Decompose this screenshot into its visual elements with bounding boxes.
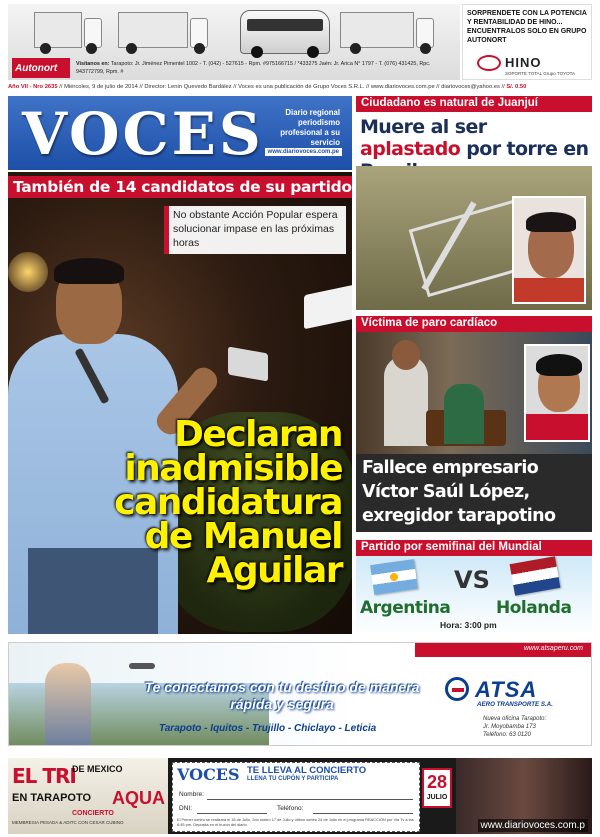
coupon-voces-logo: VOCES [177, 765, 240, 784]
concert-poster: EL TRI DE MEXICO EN TARAPOTO AQUA CONCIERTO MEMBRESIA PESADA & ADITC CON CESAR CUBINO [8, 758, 168, 834]
atsa-routes: Tarapoto - Iquitos - Trujillo - Chiclayo - Leticia [159, 723, 377, 734]
story-3-kicker: Partido por semifinal del Mundial [356, 540, 592, 556]
coupon-subtitle: LLENA TU CUPÓN Y PARTICIPA [247, 776, 339, 782]
main-story-subhead: No obstante Acción Popular espera solucionar impase en las próximas horas [164, 206, 346, 254]
coupon-phone-field[interactable] [313, 813, 413, 814]
atsa-slogan: Te conectamos con tu destino de manera rápida y segura [144, 679, 420, 712]
concert-date-badge: 28 JULIO [422, 768, 452, 808]
airplane-icon [129, 663, 155, 669]
atsa-couple-image [45, 663, 91, 746]
concert-advertisement[interactable] [8, 758, 592, 834]
voces-logo: VOCES [22, 100, 264, 168]
hino-ad-text: SORPRENDETE CON LA POTENCIA Y RENTABILIDAD DE HINO... ENCUENTRALOS SOLO EN GRUPO AUTONORT [467, 10, 587, 44]
story-1-headline[interactable]: Muere al ser aplastado por torre en [360, 116, 589, 160]
main-story-kicker: También de 14 candidatos de su partido [8, 176, 352, 198]
story-2-card[interactable] [356, 332, 592, 532]
atsa-url-link[interactable]: www.atsaperu.com [523, 645, 583, 652]
team-a-label: Argentina [360, 598, 451, 618]
atsa-logo-icon [445, 677, 469, 701]
coupon-dni-field[interactable] [197, 813, 267, 814]
masthead-site-link[interactable]: www.diariovoces.com.pe [265, 148, 342, 156]
coupon-rules: El Primer sorteo se realizará el 18 de Julio, 2do sorteo 17 de Julio y último sorteo 24 de Julio en el programa REACCIÓN por Via Tv a las 8:45 pm. Deposita en el buzón del diario. [177, 817, 414, 827]
versus-label: VS [454, 566, 490, 594]
truck-image-2 [118, 10, 214, 54]
masthead[interactable] [8, 96, 352, 170]
autonort-logo: Autonort [12, 58, 70, 78]
bus-image [240, 10, 330, 54]
top-advertisement[interactable] [8, 4, 460, 80]
story-2-kicker: Víctima de paro cardíaco [356, 316, 592, 332]
coupon-dni-label: DNI: [179, 805, 192, 812]
hino-advertisement[interactable] [462, 4, 592, 80]
ad-contact-text: Visítanos en: Tarapoto: Jr. Jiménez Pimentel 1002 - T. (042) - 527615 - Rpm. #975166715 / *433275 Jaén: Jr. Arica N° 1797 - T. (076) 431425, Rpc. 943772799, Rpm. # [76, 61, 431, 75]
netherlands-flag-icon [510, 556, 561, 596]
coupon-name-field[interactable] [207, 799, 413, 800]
atsa-brand-name: ATSA [475, 677, 538, 702]
argentina-flag-icon [370, 559, 418, 595]
atsa-brand-subtitle: AERO TRANSPORTE S.A. [477, 701, 553, 708]
coupon-phone-label: Teléfono: [277, 805, 304, 812]
coupon-name-label: Nombre: [179, 791, 204, 798]
hino-logo: HINO [477, 55, 581, 71]
footer-site-link[interactable]: www.diariovoces.com.p [478, 819, 588, 832]
truck-image-3 [340, 10, 440, 54]
atsa-office-info: Nueva oficina Tarapoto: Jr. Moyobamba 173 Teléfono: 63 0120 [483, 716, 547, 738]
story-2-headline[interactable]: Fallece empresario Víctor Saúl López, exregidor tarapotino [362, 458, 556, 526]
story-1-portrait [512, 196, 586, 304]
hino-subtitle: SOPORTE TOTAL Grupo TOYOTA [505, 71, 576, 76]
main-story-headline[interactable]: Declaran inadmisible candidatura de Manuel Aguilar [114, 414, 342, 591]
story-1-kicker: Ciudadano es natural de Juanjuí [356, 96, 592, 112]
team-b-label: Holanda [496, 598, 572, 618]
atsa-advertisement[interactable] [8, 642, 592, 746]
story-3-card[interactable] [356, 556, 592, 634]
coupon-title: TE LLEVA AL CONCIERTO [247, 765, 367, 776]
contest-coupon[interactable] [172, 762, 420, 832]
edition-info-bar: Año VII - Nro 2635 // Miércoles, 9 de julio de 2014 // Director: Lenin Quevedo Bardález // Voces es una publicación de Grupo Voces S.R.L. // www.diariovoces.com.pe // diariovoces@yahoo.es // S/. 0.50 [8, 84, 527, 90]
story-2-portrait [524, 344, 590, 442]
truck-image-1 [34, 10, 104, 54]
masthead-tagline: Diario regional periodismo profesional a su servicio [280, 108, 340, 147]
match-time: Hora: 3:00 pm [440, 620, 497, 630]
story-1-card[interactable] [356, 112, 592, 310]
